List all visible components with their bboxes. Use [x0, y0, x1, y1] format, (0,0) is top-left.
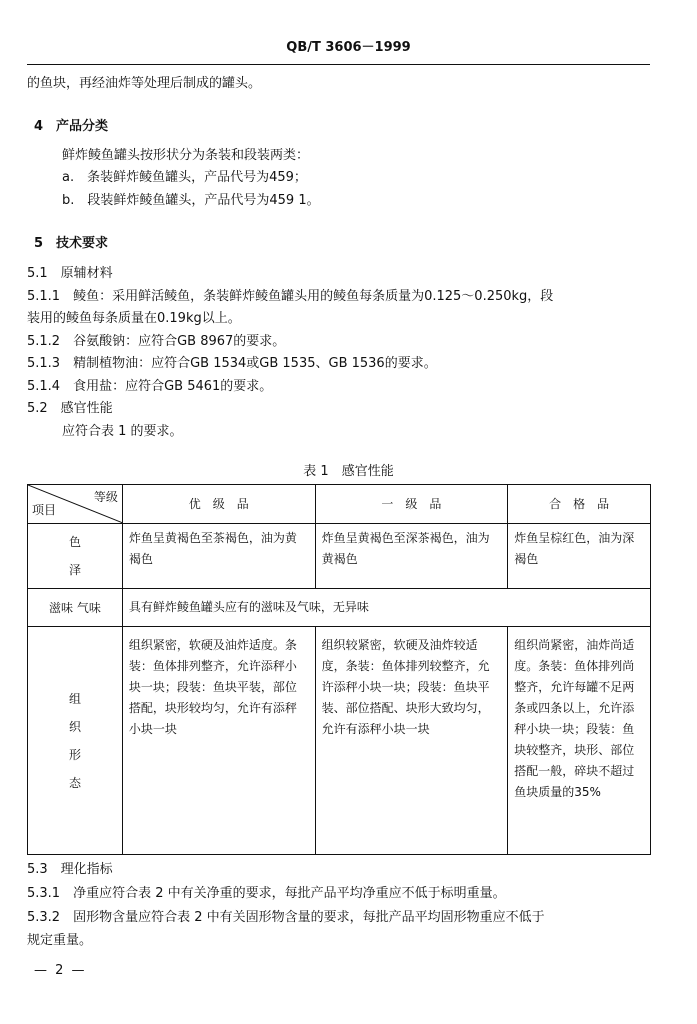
intro-line: 的鱼块，再经油炸等处理后制成的罐头。	[27, 76, 262, 91]
corner-cell	[28, 485, 123, 524]
section-5-3-1: 5.3.1 净重应符合表 2 中有关净重的要求，每批产品平均净重应不低于标明重量。	[27, 886, 506, 901]
corner-grade-label: 等级	[93, 490, 118, 504]
table-row-taste	[28, 589, 651, 627]
section-4-item-a: a. 条装鲜炸鲮鱼罐头，产品代号为459；	[62, 170, 307, 185]
table-row-color	[28, 524, 651, 589]
section-5-1-1-line1: 5.1.1 鲮鱼：采用鲜活鲮鱼，条装鲜炸鲮鱼罐头用的鲮鱼每条质量为0.125～0.250kg，段	[27, 289, 554, 304]
section-5-1-3: 5.1.3 精制植物油：应符合GB 1534或GB 1535、GB 1536的要求。	[27, 356, 437, 371]
row-label-color: 色泽	[28, 524, 123, 589]
header-rule	[27, 64, 650, 65]
page-number: — 2 —	[34, 963, 87, 978]
section-4-line1: 鲜炸鲮鱼罐头按形状分为条装和段装两类：	[62, 148, 310, 163]
section-5-1-4: 5.1.4 食用盐：应符合GB 5461的要求。	[27, 379, 273, 394]
section-5-3-2-line2: 规定重量。	[27, 933, 93, 948]
standard-number-header: QB/T 3606－1999	[286, 40, 411, 55]
table-header-row	[28, 485, 651, 524]
section-5-2-text: 应符合表 1 的要求。	[62, 424, 183, 439]
section-5-3-2-line1: 5.3.2 固形物含量应符合表 2 中有关固形物含量的要求，每批产品平均固形物重应不低于	[27, 910, 545, 925]
texture-superior: 组织紧密，软硬及油炸适度。条装：鱼体排列整齐，允许添秤小块一块；段装：鱼块平装，部位搭配，块形较均匀，允许有添秤小块一块	[122, 627, 315, 855]
texture-first-grade: 组织较紧密，软硬及油炸较适度，条装：鱼体排列较整齐，允许添秤小块一块；段装：鱼块平装、部位搭配、块形大致均匀，允许有添秤小块一块	[315, 627, 508, 855]
color-qualified: 炸鱼呈棕红色，油为深褐色	[508, 524, 651, 589]
header-qualified: 合 格 品	[508, 485, 651, 524]
table-row-texture	[28, 627, 651, 855]
section-5-1-2: 5.1.2 谷氨酸钠：应符合GB 8967的要求。	[27, 334, 286, 349]
header-superior: 优 级 品	[122, 485, 315, 524]
row-label-taste: 滋味 气味	[28, 589, 123, 627]
section-5-title: 5 技术要求	[34, 236, 109, 251]
table-1-caption: 表 1 感官性能	[303, 464, 394, 479]
texture-qualified: 组织尚紧密，油炸尚适度。条装：鱼体排列尚整齐，允许每罐不足两条或四条以上，允许添秤小块一块；段装：鱼块较整齐，块形、部位搭配一般，碎块不超过鱼块质量的35%	[508, 627, 651, 855]
header-first-grade: 一 级 品	[315, 485, 508, 524]
section-5-1-title: 5.1 原辅材料	[27, 266, 113, 281]
taste-value: 具有鲜炸鲮鱼罐头应有的滋味及气味，无异味	[122, 589, 650, 627]
color-superior: 炸鱼呈黄褐色至茶褐色，油为黄褐色	[122, 524, 315, 589]
sensory-table	[27, 484, 651, 855]
section-4-item-b: b. 段装鲜炸鲮鱼罐头，产品代号为459 1。	[62, 193, 320, 208]
section-5-2-title: 5.2 感官性能	[27, 401, 113, 416]
color-first-grade: 炸鱼呈黄褐色至深茶褐色，油为黄褐色	[315, 524, 508, 589]
section-4-title: 4 产品分类	[34, 119, 109, 134]
section-5-1-1-line2: 装用的鲮鱼每条质量在0.19kg以上。	[27, 311, 241, 326]
row-label-texture: 组织形态	[28, 627, 123, 855]
corner-item-label: 项目	[32, 503, 57, 517]
section-5-3-title: 5.3 理化指标	[27, 862, 113, 877]
